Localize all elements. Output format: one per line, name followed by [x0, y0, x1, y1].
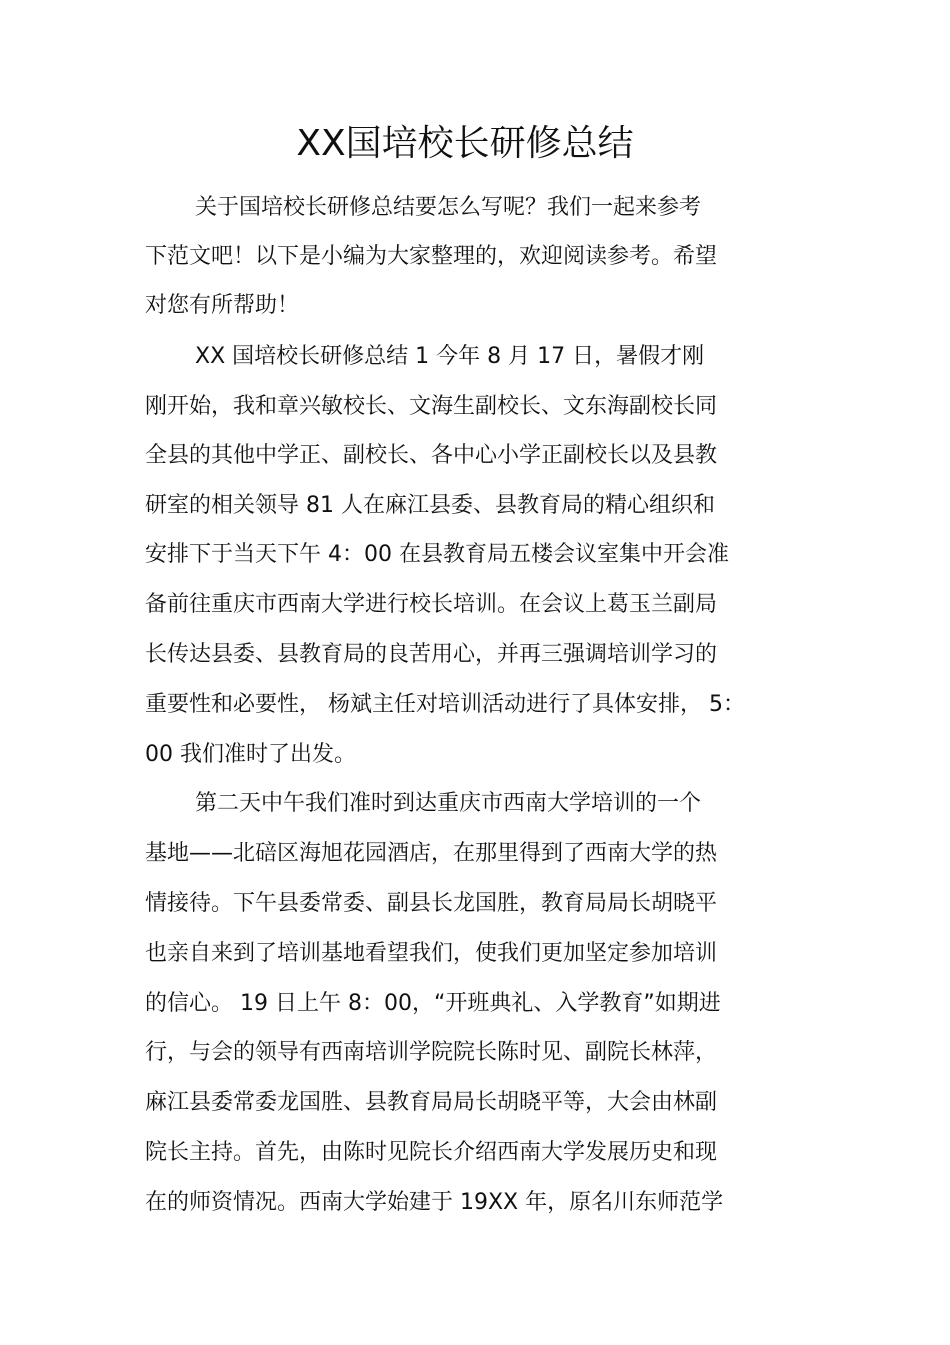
- text-line: XX 国培校长研修总结 1 今年 8 月 17 日，暑假才刚: [195, 344, 705, 369]
- text-line: 备前往重庆市西南大学进行校长培训。在会议上葛玉兰副局: [145, 592, 718, 617]
- text-line: 的信心。 19 日上午 8：00，“开班典礼、入学教育”如期进: [145, 991, 721, 1016]
- text-line: 关于国培校长研修总结要怎么写呢？我们一起来参考: [195, 195, 702, 220]
- text-line: 院长主持。首先，由陈时见院长介绍西南大学发展历史和现: [145, 1140, 718, 1165]
- text-line: 长传达县委、县教育局的良苦用心，并再三强调培训学习的: [145, 642, 718, 667]
- text-line: 重要性和必要性， 杨斌主任对培训活动进行了具体安排， 5：: [145, 692, 745, 717]
- text-line: 全县的其他中学正、副校长、各中心小学正副校长以及县教: [145, 443, 718, 468]
- text-line: 安排下于当天下午 4：00 在县教育局五楼会议室集中开会准: [145, 542, 729, 567]
- text-line: 也亲自来到了培训基地看望我们，使我们更加坚定参加培训: [145, 941, 718, 966]
- text-line: 麻江县委常委龙国胜、县教育局局长胡晓平等，大会由林副: [145, 1090, 718, 1115]
- text-line: 行，与会的领导有西南培训学院院长陈时见、副院长林萍，: [145, 1040, 718, 1065]
- text-line: 下范文吧！以下是小编为大家整理的，欢迎阅读参考。希望: [145, 244, 718, 269]
- text-line: 00 我们准时了出发。: [145, 742, 356, 767]
- text-line: 第二天中午我们准时到达重庆市西南大学培训的一个: [195, 791, 702, 816]
- text-line: 对您有所帮助！: [145, 293, 300, 318]
- text-line: 在的师资情况。西南大学始建于 19XX 年，原名川东师范学: [145, 1190, 724, 1215]
- text-line: 基地——北碚区海旭花园酒店，在那里得到了西南大学的热: [145, 841, 718, 866]
- text-line: 刚开始，我和章兴敏校长、文海生副校长、文东海副校长同: [145, 394, 718, 419]
- text-line: 情接待。下午县委常委、副县长龙国胜，教育局局长胡晓平: [145, 891, 718, 916]
- text-line: 研室的相关领导 81 人在麻江县委、县教育局的精心组织和: [145, 493, 715, 518]
- page-title: XX国培校长研修总结: [296, 123, 634, 164]
